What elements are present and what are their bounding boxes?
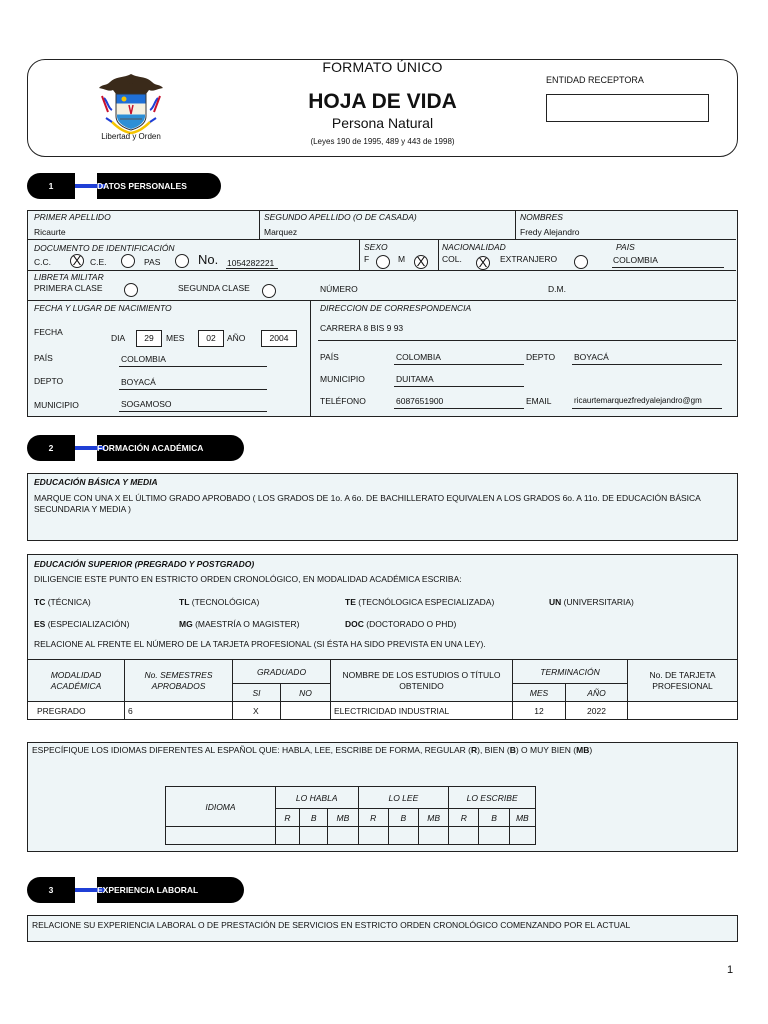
laws-text: (Leyes 190 de 1995, 489 y 443 de 1998) [310, 137, 455, 146]
municipio-direccion-field[interactable]: DUITAMA [396, 374, 434, 384]
header-idioma: IDIOMA [166, 787, 276, 827]
educacion-basica-panel [27, 473, 738, 541]
sexo-m-radio[interactable] [414, 255, 428, 269]
habla-mb-header: MB [328, 809, 358, 827]
primer-apellido-field[interactable]: Ricaurte [34, 227, 66, 237]
cc-label: C.C. [34, 257, 51, 267]
idiomas-instructions: ESPECÍFIQUE LOS IDIOMAS DIFERENTES AL ESPAÑOL QUE: HABLA, LEE, ESCRIBE DE FORMA, REGULAR (R), BIEN (B) O MUY BIEN (MB) [32, 745, 593, 755]
semestres-cell[interactable]: 6 [125, 702, 233, 720]
lee-r-cell[interactable] [358, 827, 388, 845]
telefono-label: TELÉFONO [320, 396, 366, 406]
col-label: COL. [442, 254, 462, 264]
section-title: FORMACIÓN ACADÉMICA [97, 443, 204, 453]
depto-nacimiento-label: DEPTO [34, 376, 64, 386]
segunda-clase-label: SEGUNDA CLASE [178, 283, 250, 293]
nacimiento-label: FECHA Y LUGAR DE NACIMIENTO [34, 303, 172, 313]
dm-label: D.M. [548, 284, 566, 294]
anio-label: AÑO [227, 333, 246, 343]
form-header [27, 59, 738, 157]
email-field[interactable]: ricaurtemarquezfredyalejandro@gm [574, 396, 702, 405]
page-subtitle: Persona Natural [331, 115, 434, 131]
tl-text: (TECNOLÓGICA) [191, 597, 260, 607]
segundo-apellido-field[interactable]: Marquez [264, 227, 298, 237]
nacionalidad-col-radio[interactable] [476, 256, 490, 270]
lee-r-header: R [358, 809, 388, 827]
anio-field[interactable]: 2004 [261, 330, 297, 347]
direccion-field[interactable]: CARRERA 8 BIS 9 93 [320, 323, 404, 333]
mes-field[interactable]: 02 [198, 330, 224, 347]
nacionalidad-extranjero-radio[interactable] [574, 255, 588, 269]
tc-code: TC [34, 597, 46, 607]
depto-direccion-field[interactable]: BOYACÁ [574, 352, 609, 362]
pais-nacimiento-field[interactable]: COLOMBIA [121, 354, 166, 364]
primer-apellido-label: PRIMER APELLIDO [34, 212, 111, 222]
educacion-superior-table [27, 659, 738, 720]
telefono-field[interactable]: 6087651900 [396, 396, 444, 406]
habla-b-cell[interactable] [300, 827, 328, 845]
section-title: EXPERIENCIA LABORAL [97, 885, 199, 895]
table-row [28, 702, 738, 720]
header-lo-habla: LO HABLA [275, 787, 358, 809]
header-anio: AÑO [566, 684, 628, 702]
ce-radio[interactable] [121, 254, 135, 268]
escribe-r-header: R [449, 809, 479, 827]
doc-code: DOC [345, 619, 364, 629]
header-terminacion: TERMINACIÓN [513, 660, 628, 684]
pais-direccion-label: PAÍS [320, 352, 339, 362]
header-tarjeta: No. DE TARJETA PROFESIONAL [628, 660, 738, 702]
sexo-f-radio[interactable] [376, 255, 390, 269]
page-title: HOJA DE VIDA [308, 90, 457, 113]
direccion-label: DIRECCION DE CORRESPONDENCIA [320, 303, 472, 313]
escribe-r-cell[interactable] [449, 827, 479, 845]
educacion-basica-title: EDUCACIÓN BÁSICA Y MEDIA [34, 477, 158, 487]
numero-label: NÚMERO [320, 284, 358, 294]
section-1-pill [27, 173, 221, 199]
es-code: ES [34, 619, 46, 629]
experiencia-instructions: RELACIONE SU EXPERIENCIA LABORAL O DE PRESTACIÓN DE SERVICIOS EN ESTRICTO ORDEN CRONOLÓGICO COMENZANDO POR EL ACTUAL [32, 920, 631, 930]
primera-clase-radio[interactable] [124, 283, 138, 297]
nombres-field[interactable]: Fredy Alejandro [520, 227, 580, 237]
idiomas-table [165, 786, 536, 845]
sexo-label: SEXO [364, 242, 388, 252]
pas-label: PAS [144, 257, 161, 267]
motto-text: Libertad y Orden [101, 132, 161, 141]
table-row [166, 827, 536, 845]
un-text: (UNIVERSITARIA) [563, 597, 634, 607]
escribe-mb-cell[interactable] [509, 827, 535, 845]
mes-label: MES [166, 333, 185, 343]
segunda-clase-radio[interactable] [262, 284, 276, 298]
m-label: M [398, 254, 406, 264]
dia-field[interactable]: 29 [136, 330, 162, 347]
mg-text: (MAESTRÍA O MAGISTER) [195, 619, 300, 629]
no-label: No. [198, 252, 219, 267]
header-graduado: GRADUADO [233, 660, 331, 684]
entidad-receptora-field[interactable] [546, 94, 709, 122]
lee-b-header: B [388, 809, 418, 827]
lee-mb-cell[interactable] [419, 827, 449, 845]
superior-instructions: DILIGENCIE ESTE PUNTO EN ESTRICTO ORDEN CRONOLÓGICO, EN MODALIDAD ACADÉMICA ESCRIBA: [34, 574, 462, 584]
dia-label: DIA [111, 333, 126, 343]
header-no: NO [281, 684, 331, 702]
tl-code: TL [179, 597, 190, 607]
depto-nacimiento-field[interactable]: BOYACÁ [121, 377, 156, 387]
formato-unico-text: FORMATO ÚNICO [322, 59, 443, 75]
graduado-si-cell[interactable]: X [233, 702, 281, 720]
header-mes: MES [513, 684, 566, 702]
ce-label: C.E. [90, 257, 107, 267]
depto-direccion-label: DEPTO [526, 352, 556, 362]
fecha-label: FECHA [34, 327, 63, 337]
email-label: EMAIL [526, 396, 552, 406]
municipio-direccion-label: MUNICIPIO [320, 374, 365, 384]
idioma-cell[interactable] [166, 827, 276, 845]
tarjeta-cell[interactable] [628, 702, 738, 720]
section-2-pill [27, 435, 244, 461]
habla-r-cell[interactable] [275, 827, 299, 845]
libreta-militar-label: LIBRETA MILITAR [34, 272, 104, 282]
pais-label: PAIS [616, 242, 635, 252]
lee-mb-header: MB [419, 809, 449, 827]
doc-text: (DOCTORADO O PHD) [366, 619, 457, 629]
section-number: 2 [48, 443, 54, 453]
anio-cell[interactable]: 2022 [566, 702, 628, 720]
mg-code: MG [179, 619, 193, 629]
pas-radio[interactable] [175, 254, 189, 268]
section-title: DATOS PERSONALES [97, 181, 187, 191]
te-text: (TECNÓLOGICA ESPECIALIZADA) [358, 597, 495, 607]
te-code: TE [345, 597, 356, 607]
educacion-superior-panel [27, 554, 738, 720]
header-si: SI [233, 684, 281, 702]
extranjero-label: EXTRANJERO [500, 254, 558, 264]
nombres-label: NOMBRES [520, 212, 563, 222]
documento-numero-field[interactable]: 1054282221 [227, 258, 275, 268]
section-number: 1 [48, 181, 54, 191]
idiomas-panel [27, 742, 738, 852]
pais-field[interactable]: COLOMBIA [613, 255, 658, 265]
municipio-nacimiento-field[interactable]: SOGAMOSO [121, 399, 172, 409]
datos-personales-panel [27, 210, 738, 417]
cc-radio[interactable] [70, 254, 84, 268]
section-number: 3 [48, 885, 54, 895]
modalidad-cell[interactable]: PREGRADO [28, 702, 125, 720]
documento-label: DOCUMENTO DE IDENTIFICACIÓN [34, 243, 175, 253]
nacionalidad-label: NACIONALIDAD [442, 242, 506, 252]
escribe-b-header: B [479, 809, 509, 827]
pais-direccion-field[interactable]: COLOMBIA [396, 352, 441, 362]
escribe-b-cell[interactable] [479, 827, 509, 845]
header-modalidad: MODALIDAD ACADÉMICA [28, 660, 125, 702]
header-lo-lee: LO LEE [358, 787, 449, 809]
tarjeta-instructions: RELACIONE AL FRENTE EL NÚMERO DE LA TARJETA PROFESIONAL (SI ÉSTA HA SIDO PREVISTA EN UNA LEY). [34, 639, 486, 649]
nombre-estudios-cell[interactable]: ELECTRICIDAD INDUSTRIAL [331, 702, 513, 720]
habla-mb-cell[interactable] [328, 827, 358, 845]
entidad-receptora-label: ENTIDAD RECEPTORA [546, 75, 644, 85]
header-nombre-estudios: NOMBRE DE LOS ESTUDIOS O TÍTULO OBTENIDO [331, 660, 513, 702]
mes-cell[interactable]: 12 [513, 702, 566, 720]
f-label: F [364, 254, 370, 264]
section-3-pill [27, 877, 244, 903]
habla-b-header: B [300, 809, 328, 827]
educacion-basica-text: MARQUE CON UNA X EL ÚLTIMO GRADO APROBADO ( LOS GRADOS DE 1o. A 6o. DE BACHILLERATO EQUIVALEN A LOS GRADOS 6o. A 11o. DE EDUCACIÓN BÁSICA SECUNDARIA Y MEDIA ) [34, 493, 701, 514]
habla-r-header: R [275, 809, 299, 827]
header-lo-escribe: LO ESCRIBE [449, 787, 536, 809]
header-semestres: No. SEMESTRES APROBADOS [125, 660, 233, 702]
escribe-mb-header: MB [509, 809, 535, 827]
experiencia-panel [27, 915, 738, 942]
segundo-apellido-label: SEGUNDO APELLIDO (O DE CASADA) [264, 212, 417, 222]
educacion-superior-title: EDUCACIÓN SUPERIOR (PREGRADO Y POSTGRADO) [34, 559, 255, 569]
graduado-no-cell[interactable] [281, 702, 331, 720]
page-number: 1 [727, 964, 734, 976]
municipio-nacimiento-label: MUNICIPIO [34, 400, 79, 410]
pais-nacimiento-label: PAÍS [34, 353, 53, 363]
primera-clase-label: PRIMERA CLASE [34, 283, 103, 293]
es-text: (ESPECIALIZACIÓN) [47, 619, 130, 629]
lee-b-cell[interactable] [388, 827, 418, 845]
un-code: UN [549, 597, 562, 607]
tc-text: (TÉCNICA) [47, 597, 91, 607]
